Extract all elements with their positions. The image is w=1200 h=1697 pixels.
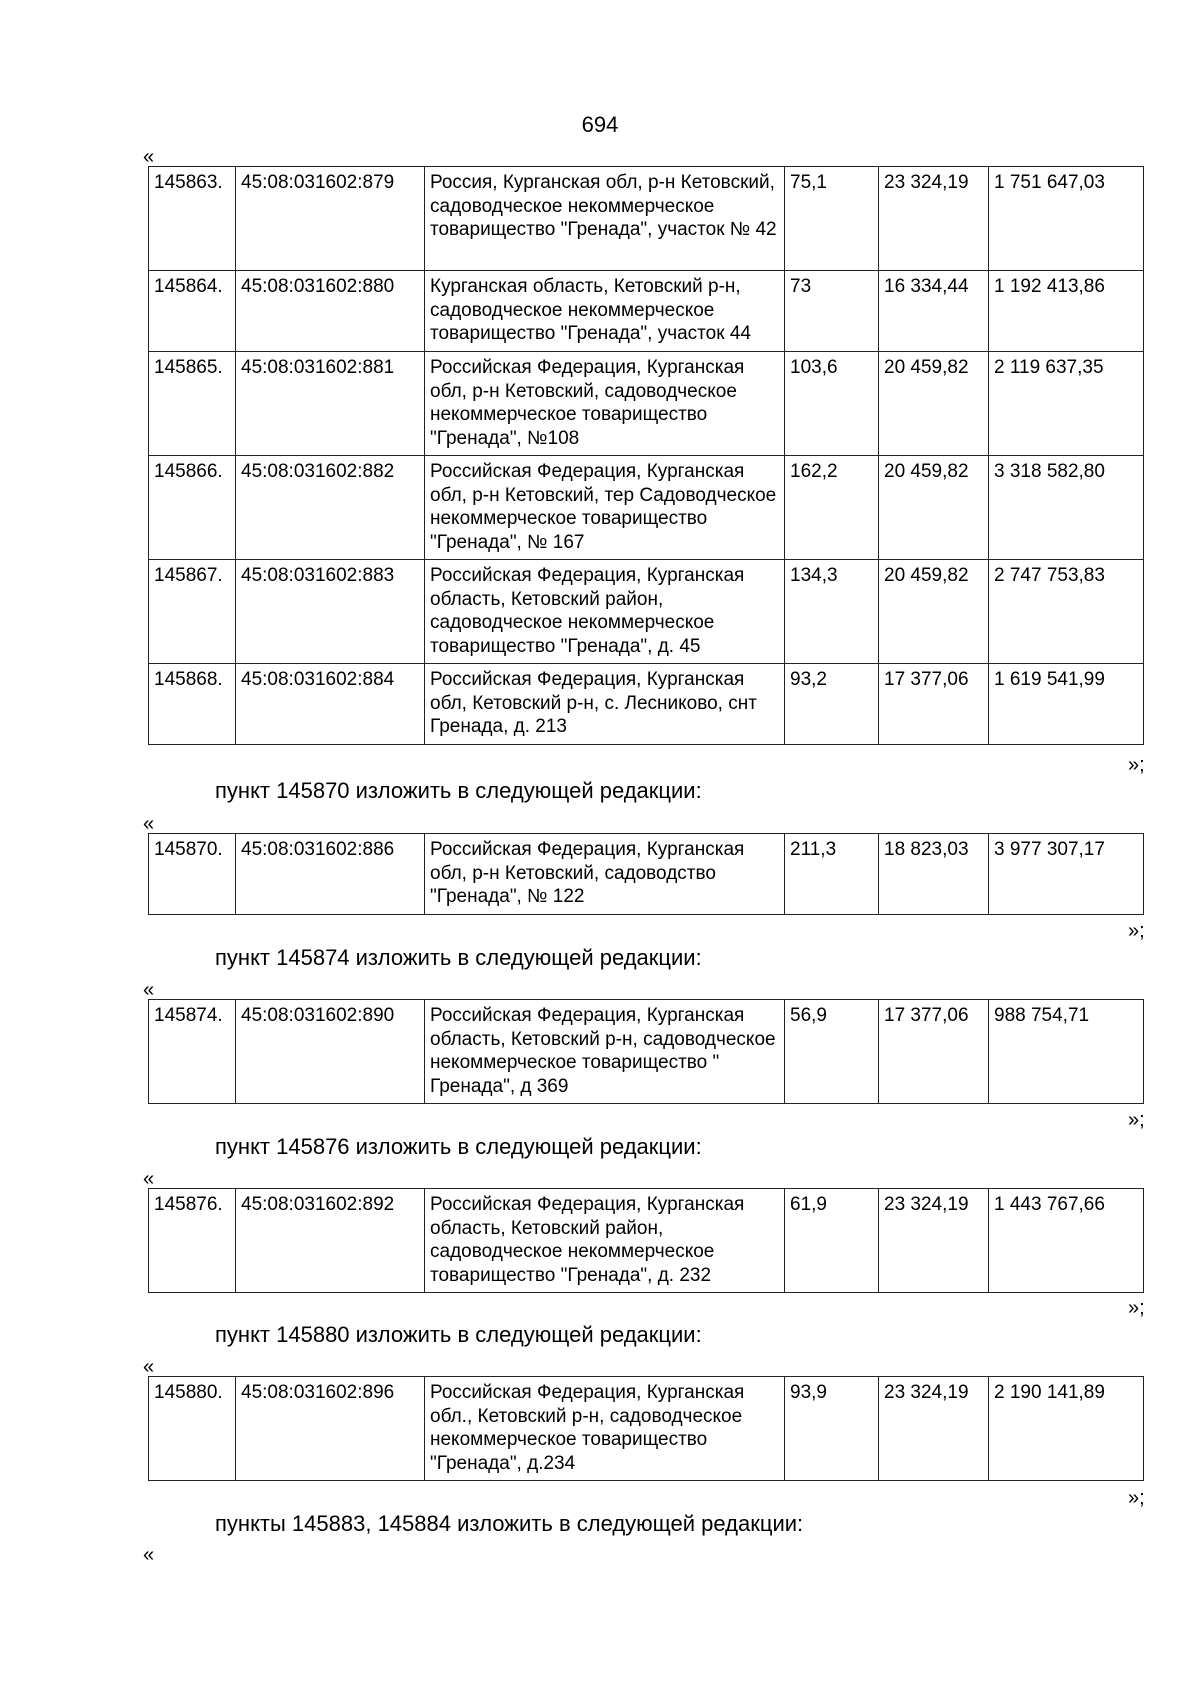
cadastral-number: 45:08:031602:884 <box>236 664 425 745</box>
address: Курганская область, Кетовский р-н, садоводческое некоммерческое товарищество "Гренада", участок 44 <box>425 271 785 352</box>
open-quote: « <box>143 813 155 835</box>
row-number: 145880. <box>149 1377 236 1481</box>
instruction-text: пункт 145870 изложить в следующей редакции: <box>215 778 702 803</box>
row-number: 145868. <box>149 664 236 745</box>
address: Российская Федерация, Курганская обл, р-н Кетовский, садоводческое некоммерческое товарищество "Гренада", №108 <box>425 352 785 456</box>
instruction-text: пункт 145880 изложить в следующей редакции: <box>215 1322 702 1347</box>
rate: 20 459,82 <box>879 456 989 560</box>
instruction-text: пункт 145876 изложить в следующей редакции: <box>215 1134 702 1159</box>
row-number: 145876. <box>149 1189 236 1293</box>
table-row <box>149 1189 1144 1293</box>
table-row <box>149 271 1144 352</box>
close-quote: »; <box>1128 920 1145 942</box>
close-quote: »; <box>1128 1487 1145 1509</box>
cadastral-value: 3 318 582,80 <box>989 456 1144 560</box>
table-row <box>149 560 1144 664</box>
row-number: 145866. <box>149 456 236 560</box>
close-quote: »; <box>1128 754 1145 776</box>
open-quote: « <box>143 1168 155 1190</box>
data-table <box>148 166 1144 745</box>
rate: 20 459,82 <box>879 560 989 664</box>
area: 56,9 <box>785 1000 879 1104</box>
cadastral-number: 45:08:031602:886 <box>236 834 425 915</box>
cadastral-number: 45:08:031602:892 <box>236 1189 425 1293</box>
address: Российская Федерация, Курганская область, Кетовский район, садоводческое некоммерческое товарищество "Гренада", д. 232 <box>425 1189 785 1293</box>
cadastral-number: 45:08:031602:896 <box>236 1377 425 1481</box>
cadastral-number: 45:08:031602:880 <box>236 271 425 352</box>
table-row <box>149 664 1144 745</box>
open-quote: « <box>143 1356 155 1378</box>
area: 103,6 <box>785 352 879 456</box>
page-number: 694 <box>581 112 619 137</box>
instruction-text: пункт 145874 изложить в следующей редакции: <box>215 945 702 970</box>
table-row <box>149 1377 1144 1481</box>
table-row <box>149 352 1144 456</box>
cadastral-value: 2 747 753,83 <box>989 560 1144 664</box>
address: Российская Федерация, Курганская область, Кетовский район, садоводческое некоммерческое товарищество "Гренада", д. 45 <box>425 560 785 664</box>
open-quote: « <box>143 1544 155 1566</box>
cadastral-value: 988 754,71 <box>989 1000 1144 1104</box>
close-quote: »; <box>1128 1297 1145 1319</box>
area: 134,3 <box>785 560 879 664</box>
area: 211,3 <box>785 834 879 915</box>
rate: 23 324,19 <box>879 1189 989 1293</box>
cadastral-value: 1 443 767,66 <box>989 1189 1144 1293</box>
address: Россия, Курганская обл, р-н Кетовский, садоводческое некоммерческое товарищество "Гренада", участок № 42 <box>425 167 785 271</box>
rate: 17 377,06 <box>879 664 989 745</box>
row-number: 145867. <box>149 560 236 664</box>
address: Российская Федерация, Курганская обл, р-н Кетовский, садоводство "Гренада", № 122 <box>425 834 785 915</box>
cadastral-number: 45:08:031602:879 <box>236 167 425 271</box>
cadastral-number: 45:08:031602:883 <box>236 560 425 664</box>
cadastral-value: 1 619 541,99 <box>989 664 1144 745</box>
cadastral-value: 3 977 307,17 <box>989 834 1144 915</box>
table-row <box>149 1000 1144 1104</box>
area: 75,1 <box>785 167 879 271</box>
rate: 23 324,19 <box>879 1377 989 1481</box>
table-row <box>149 456 1144 560</box>
area: 93,9 <box>785 1377 879 1481</box>
cadastral-number: 45:08:031602:882 <box>236 456 425 560</box>
open-quote: « <box>143 146 155 168</box>
row-number: 145870. <box>149 834 236 915</box>
address: Российская Федерация, Курганская обл., Кетовский р-н, садоводческое некоммерческое товарищество "Гренада", д.234 <box>425 1377 785 1481</box>
data-table <box>148 1188 1144 1293</box>
table-row <box>149 834 1144 915</box>
row-number: 145874. <box>149 1000 236 1104</box>
instruction-text: пункты 145883, 145884 изложить в следующей редакции: <box>215 1511 804 1536</box>
area: 162,2 <box>785 456 879 560</box>
row-number: 145864. <box>149 271 236 352</box>
row-number: 145865. <box>149 352 236 456</box>
rate: 23 324,19 <box>879 167 989 271</box>
rate: 20 459,82 <box>879 352 989 456</box>
address: Российская Федерация, Курганская обл, Кетовский р-н, с. Лесниково, снт Гренада, д. 213 <box>425 664 785 745</box>
cadastral-value: 2 119 637,35 <box>989 352 1144 456</box>
data-table <box>148 999 1144 1104</box>
cadastral-value: 2 190 141,89 <box>989 1377 1144 1481</box>
address: Российская Федерация, Курганская обл, р-н Кетовский, тер Садоводческое некоммерческое товарищество "Гренада", № 167 <box>425 456 785 560</box>
cadastral-value: 1 751 647,03 <box>989 167 1144 271</box>
rate: 17 377,06 <box>879 1000 989 1104</box>
table-row <box>149 167 1144 271</box>
area: 61,9 <box>785 1189 879 1293</box>
data-table <box>148 833 1144 915</box>
row-number: 145863. <box>149 167 236 271</box>
open-quote: « <box>143 979 155 1001</box>
rate: 16 334,44 <box>879 271 989 352</box>
data-table <box>148 1376 1144 1481</box>
close-quote: »; <box>1128 1109 1145 1131</box>
cadastral-value: 1 192 413,86 <box>989 271 1144 352</box>
address: Российская Федерация, Курганская область, Кетовский р-н, садоводческое некоммерческое товарищество " Гренада", д 369 <box>425 1000 785 1104</box>
cadastral-number: 45:08:031602:890 <box>236 1000 425 1104</box>
area: 73 <box>785 271 879 352</box>
area: 93,2 <box>785 664 879 745</box>
cadastral-number: 45:08:031602:881 <box>236 352 425 456</box>
rate: 18 823,03 <box>879 834 989 915</box>
